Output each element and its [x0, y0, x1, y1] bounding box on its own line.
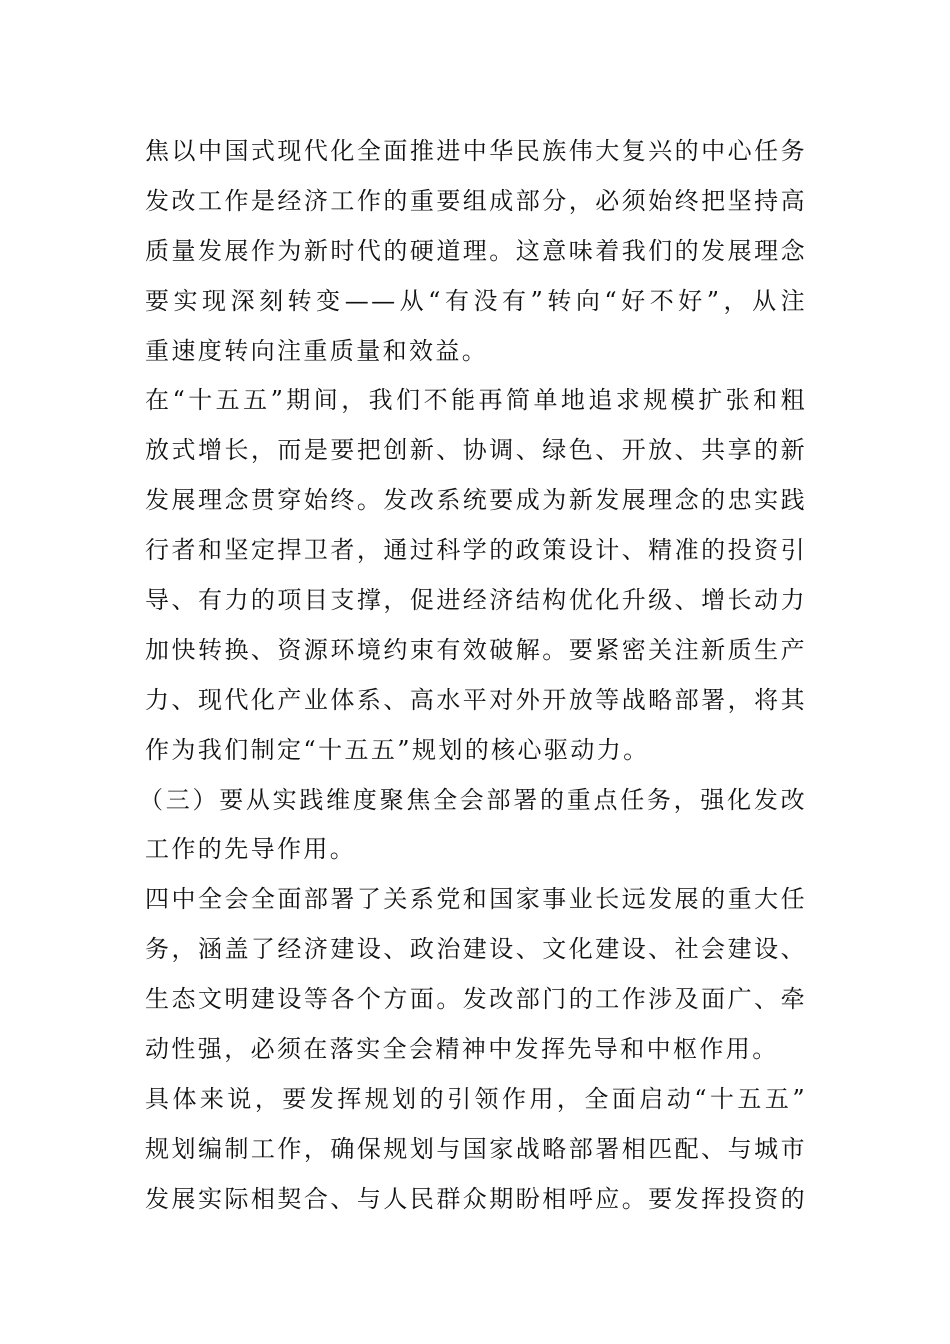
paragraph [139, 776, 807, 876]
text-line: 规划编制工作，确保规划与国家战略部署相匹配、与城市 [145, 1134, 807, 1163]
text-line: 生态文明建设等各个方面。发改部门的工作涉及面广、牵 [145, 985, 807, 1014]
text-line: 焦以中国式现代化全面推进中华民族伟大复兴的中心任务 [145, 137, 807, 165]
text-line: 在“十五五”期间，我们不能再简单地追求规模扩张和粗 [145, 386, 807, 415]
paragraph [145, 127, 807, 177]
paragraph [145, 1075, 807, 1225]
paragraph [145, 376, 807, 775]
text-line: 行者和坚定捍卫者，通过科学的政策设计、精准的投资引 [145, 536, 807, 565]
paragraph [145, 875, 807, 1075]
text-line: 四中全会全面部署了关系党和国家事业长远发展的重大任 [145, 885, 807, 914]
text-line: 务，涵盖了经济建设、政治建设、文化建设、社会建设、 [145, 935, 807, 964]
text-line: 要实现深刻转变——从“有没有”转向“好不好”，从注 [145, 286, 807, 315]
text-line: 导、有力的项目支撑，促进经济结构优化升级、增长动力 [145, 586, 807, 615]
text-line: 力、现代化产业体系、高水平对外开放等战略部署，将其 [145, 685, 807, 714]
text-line: （三）要从实践维度聚焦全会部署的重点任务，强化发改 [139, 785, 807, 814]
text-line: 动性强，必须在落实全会精神中发挥先导和中枢作用。 [145, 1035, 779, 1064]
paragraph [145, 177, 807, 377]
text-line: 放式增长，而是要把创新、协调、绿色、开放、共享的新 [145, 436, 807, 465]
text-line: 工作的先导作用。 [145, 835, 357, 864]
text-line: 质量发展作为新时代的硬道理。这意味着我们的发展理念 [145, 236, 807, 265]
text-line: 发改工作是经济工作的重要组成部分，必须始终把坚持高 [145, 186, 807, 215]
text-line: 发展实际相契合、与人民群众期盼相呼应。要发挥投资的 [145, 1184, 807, 1213]
text-line: 具体来说，要发挥规划的引领作用，全面启动“十五五” [145, 1084, 807, 1113]
document-page [139, 127, 807, 1225]
text-line: 重速度转向注重质量和效益。 [145, 336, 489, 365]
text-line: 作为我们制定“十五五”规划的核心驱动力。 [145, 735, 650, 764]
text-line: 加快转换、资源环境约束有效破解。要紧密关注新质生产 [145, 635, 807, 664]
text-line: 发展理念贯穿始终。发改系统要成为新发展理念的忠实践 [145, 486, 807, 515]
